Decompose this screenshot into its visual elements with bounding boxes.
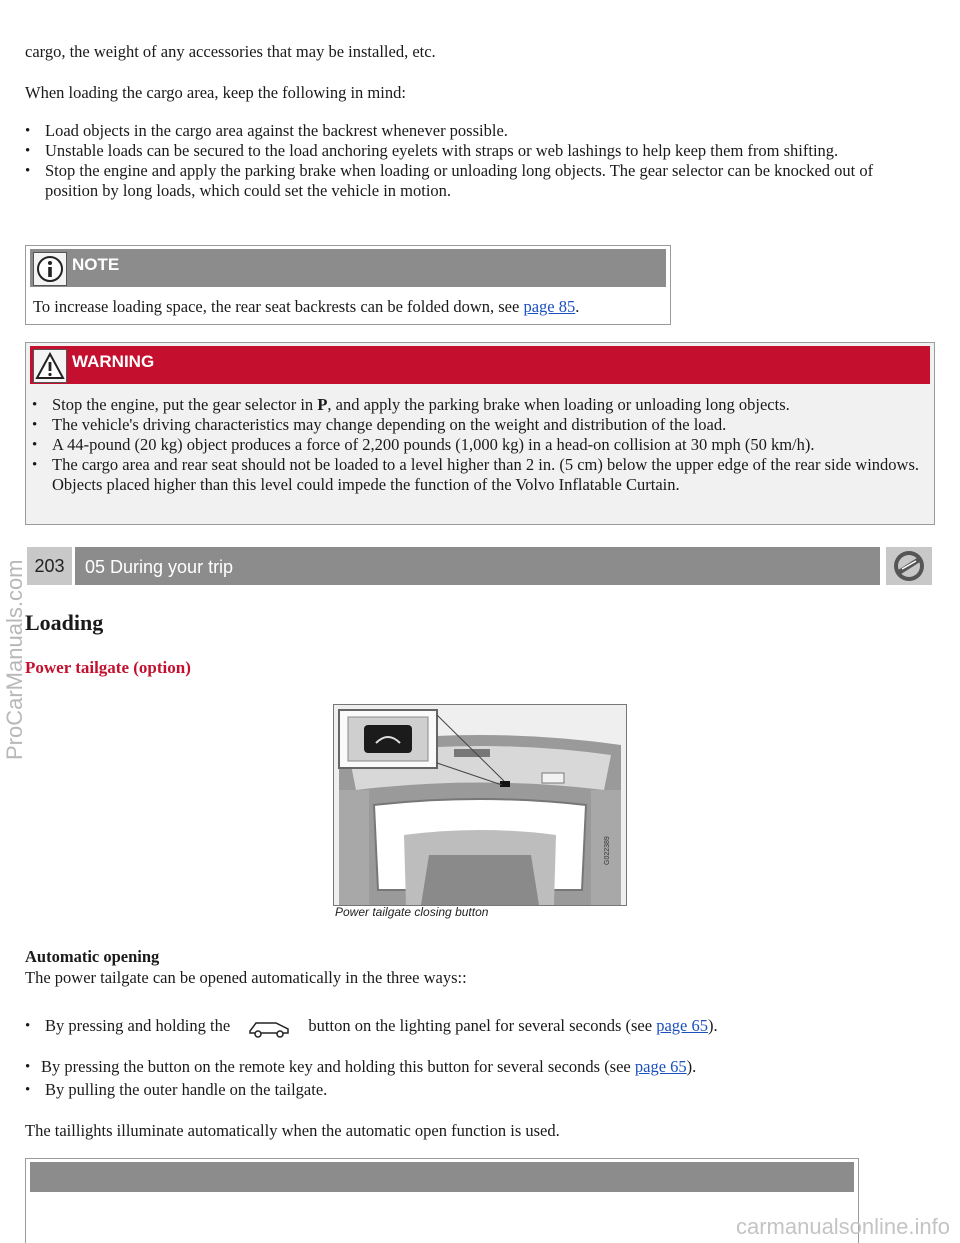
note-box bbox=[25, 245, 671, 325]
section-subtitle: Power tailgate (option) bbox=[25, 658, 191, 677]
loading-tips-list bbox=[45, 121, 915, 201]
warning-label: WARNING bbox=[72, 352, 155, 371]
warning-box bbox=[25, 342, 935, 525]
bottom-box-header bbox=[30, 1162, 854, 1192]
page-85-link[interactable]: page 85 bbox=[523, 297, 576, 316]
list-item: • Unstable loads can be secured to the load anchoring eyelets with straps or web lashings to help keep them from shifting. bbox=[25, 141, 915, 161]
warning-triangle-icon bbox=[33, 349, 67, 383]
intro-instructions: When loading the cargo area, keep the following in mind: bbox=[25, 83, 406, 102]
auto-heading: Automatic opening bbox=[25, 947, 160, 966]
figure-code: G022389 bbox=[604, 836, 611, 865]
tailgate-open-icon bbox=[246, 1017, 292, 1039]
list-item: • A 44-pound (20 kg) object produces a force of 2,200 pounds (1,000 kg) in a head-on collision at 30 mph (50 km/h). bbox=[32, 435, 922, 455]
list-item: • Stop the engine, put the gear selector in P, and apply the parking brake when loading or unloading long objects. bbox=[32, 395, 922, 415]
list-item: • Stop the engine and apply the parking brake when loading or unloading long objects. The gear selector can be knocked out of position by long loads, which could set the vehicle in motion. bbox=[25, 161, 915, 201]
side-watermark: ProCarManuals.com bbox=[2, 559, 27, 760]
bottom-box bbox=[25, 1158, 859, 1243]
page-65-link[interactable]: page 65 bbox=[656, 1016, 708, 1035]
chapter-title: 05 During your trip bbox=[75, 547, 880, 585]
list-item: • Load objects in the cargo area against the backrest whenever possible. bbox=[25, 121, 915, 141]
auto-closing: The taillights illuminate automatically when the automatic open function is used. bbox=[25, 1121, 560, 1140]
intro-line: cargo, the weight of any accessories that may be installed, etc. bbox=[25, 42, 436, 61]
warning-header bbox=[30, 346, 930, 384]
list-item: • By pulling the outer handle on the tailgate. bbox=[25, 1080, 328, 1099]
tailgate-figure bbox=[333, 704, 627, 906]
list-item: • By pressing the button on the remote key and holding this button for several seconds (see page 65). bbox=[25, 1057, 697, 1076]
page-number: 203 bbox=[27, 547, 72, 585]
footer-watermark: carmanualsonline.info bbox=[735, 1214, 950, 1239]
figure-caption: Power tailgate closing button bbox=[335, 905, 489, 919]
page-65-link[interactable]: page 65 bbox=[634, 1057, 687, 1076]
steering-wheel-icon bbox=[886, 547, 932, 585]
info-icon bbox=[33, 252, 67, 286]
warning-list bbox=[52, 395, 922, 495]
section-title: Loading bbox=[25, 610, 104, 635]
list-item: • The vehicle's driving characteristics may change depending on the weight and distribution of the load. bbox=[32, 415, 922, 435]
list-item: • The cargo area and rear seat should not be loaded to a level higher than 2 in. (5 cm) below the upper edge of the rear side windows. Objects placed higher than this level could impede the function of the Volvo Inflatable Curtain. bbox=[32, 455, 922, 495]
auto-intro: The power tailgate can be opened automatically in the three ways:: bbox=[25, 968, 467, 987]
note-text: To increase loading space, the rear seat backrests can be folded down, see page 85. bbox=[33, 297, 580, 316]
chapter-bar bbox=[27, 547, 932, 585]
note-label: NOTE bbox=[72, 255, 120, 274]
note-header bbox=[30, 249, 666, 287]
list-item: • By pressing and holding the button on the lighting panel for several seconds (see page 65). bbox=[45, 1016, 718, 1039]
